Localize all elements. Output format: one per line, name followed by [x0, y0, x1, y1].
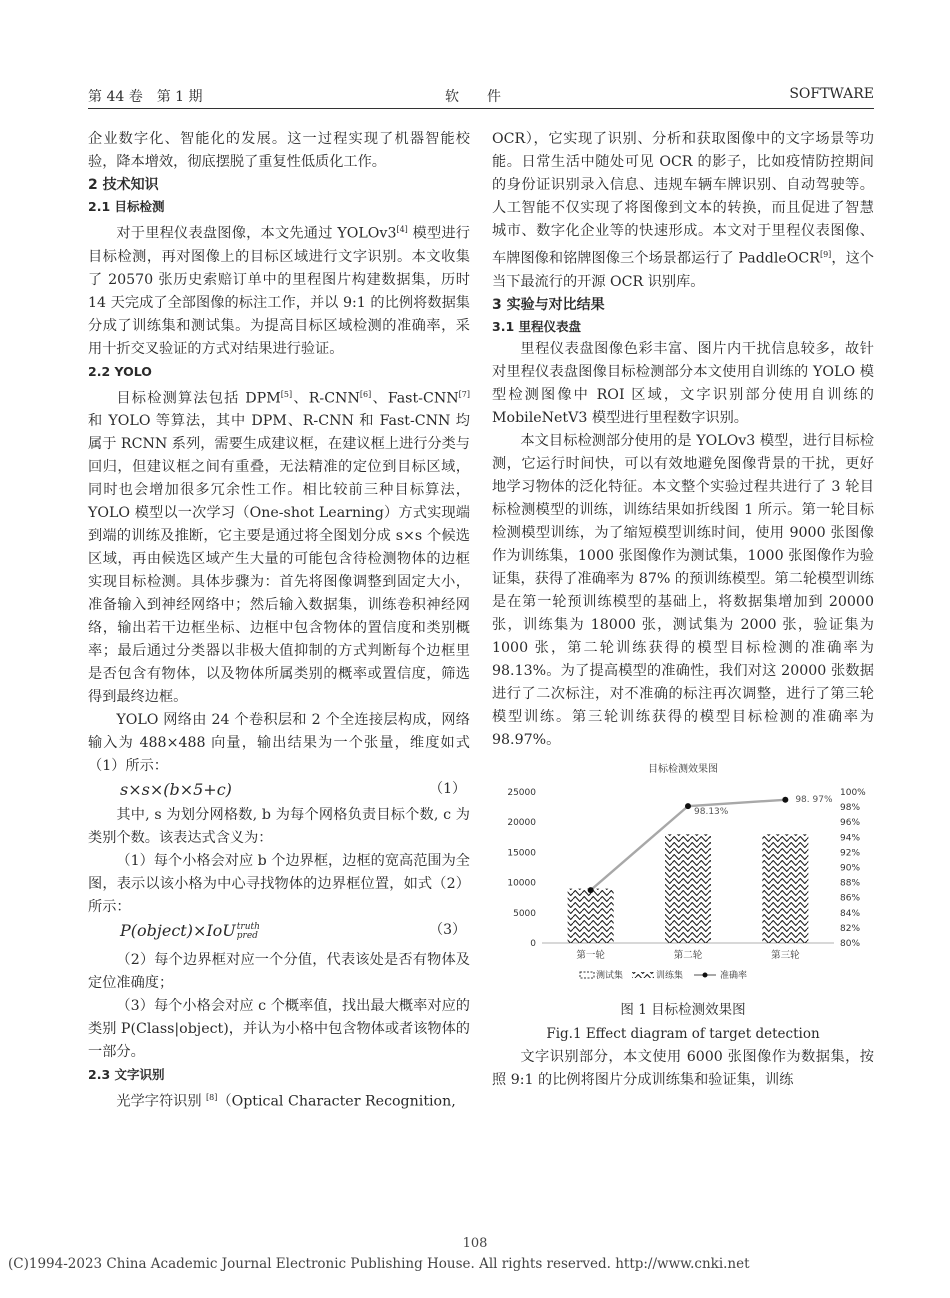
- paragraph: 光学字符识别 [8]（Optical Character Recognition,: [116, 1093, 456, 1111]
- y-tick-left: 10000: [507, 878, 536, 889]
- bar-train: [568, 888, 614, 942]
- figure-caption-cn: 图 1 目标检测效果图: [620, 1001, 746, 1018]
- right-column: [492, 128, 874, 1092]
- equation-number: （3）: [429, 922, 466, 939]
- y-tick-right: 88%: [840, 878, 861, 889]
- paragraph: YOLO 网络由 24 个卷积层和 2 个全连接层构成，网络输入为 488×488 向量，输出结果为一个张量，维度如式（1）所示：: [88, 712, 470, 775]
- citation[interactable]: [5]: [280, 389, 293, 399]
- header-rule: [88, 108, 874, 109]
- paragraph: 对于里程仪表盘图像，本文先通过 YOLOv3[4] 模型进行目标检测，再对图像上的目标区域进行文字识别。本文收集了 20570 张历史索赔订单中的里程图片构建数据集，历时 14 天完成了全部图像的标注工作，并以 9:1 的比例将数据集分成了训练集和测试集。为提高目标区域检测的准确率，采用十折交叉验证的方式对结果进行验证。: [88, 225, 470, 357]
- x-tick-label: 第三轮: [771, 949, 800, 961]
- subsection-heading: 2.1 目标检测: [88, 199, 165, 214]
- equation-1: [88, 778, 470, 804]
- y-tick-right: 92%: [840, 848, 861, 859]
- accuracy-point: [782, 797, 788, 803]
- equation-body: P(object)×IoU truth pred: [120, 921, 260, 941]
- bar-train: [665, 834, 711, 943]
- copyright-line: (C)1994-2023 China Academic Journal Electronic Publishing House. All rights reserved. http://www.cnki.net: [8, 1256, 750, 1272]
- subsection-heading: 2.3 文字识别: [88, 1067, 165, 1083]
- paragraph: 里程仪表盘图像色彩丰富、图片内干扰信息较多，故针对里程仪表盘图像目标检测部分本文使用自训练的 YOLO 模型检测图像中 ROI 区域，文字识别部分使用自训练的 MobileNetV3 模型进行里程数字识别。: [492, 340, 874, 426]
- legend-marker: [703, 972, 708, 977]
- paragraph: （2）每个边界框对应一个分值，代表该处是否有物体及定位准确度；: [88, 952, 470, 992]
- legend-label-test: 测试集: [596, 970, 624, 981]
- paragraph: 企业数字化、智能化的发展。这一过程实现了机器智能校验，降本增效，彻底摆脱了重复性低质化工作。: [88, 131, 470, 170]
- left-column: [88, 128, 470, 1114]
- y-tick-right: 96%: [840, 817, 861, 828]
- figure-caption-en: Fig.1 Effect diagram of target detection: [546, 1025, 820, 1042]
- legend-swatch-train: [632, 972, 654, 978]
- citation[interactable]: [9]: [819, 250, 832, 259]
- legend-label-train: 训练集: [656, 970, 684, 981]
- figure-1: [492, 758, 874, 1046]
- paragraph: 本文目标检测部分使用的是 YOLOv3 模型，进行目标检测，它运行时间快，可以有效地避免图像背景的干扰，更好地学习物体的泛化特征。本文整个实验过程共进行了 3 轮目标检测模型的训练，训练结果如折线图 1 所示。第一轮目标检测模型训练，为了缩短模型训练时间，使用 9000 张图像作为训练集，1000 张图像作为测试集，1000 张图像作为验证集，获得了准确率为 87% 的预训练模型。第二轮模型训练是在第一轮预训练模型的基础上，将数据集增加到 20000 张，训练集为 18000 张，测试集为 2000 张，验证集为 1000 张，第二轮训练获得的模型目标检测的准确率为 98.13%。为了提高模型的准确性，我们对这 20000 张数据进行了二次标注，对不准确的标注再次调整，进行了第三轮模型训练。第三轮训练获得的模型目标检测的准确率为 98.97%。: [492, 432, 874, 748]
- data-label: 98.13%: [694, 806, 729, 817]
- y-tick-right: 86%: [840, 893, 861, 904]
- header-issue: 第 44 卷 第 1 期: [88, 89, 203, 105]
- y-tick-left: 15000: [507, 848, 536, 859]
- section-heading: 3 实验与对比结果: [492, 296, 605, 313]
- citation[interactable]: [6]: [359, 389, 372, 399]
- y-tick-right: 82%: [840, 923, 861, 934]
- paragraph: （1）每个小格会对应 b 个边界框，边框的宽高范围为全图，表示以该小格为中心寻找物体的边界框位置，如式（2）所示：: [88, 853, 470, 916]
- y-tick-left: 5000: [513, 908, 536, 919]
- chart-title: 目标检测效果图: [648, 763, 718, 775]
- y-tick-right: 84%: [840, 908, 861, 919]
- y-tick-right: 98%: [840, 802, 861, 813]
- bar-train: [762, 834, 808, 943]
- x-tick-label: 第二轮: [673, 949, 703, 961]
- legend-swatch-test: [580, 972, 594, 978]
- y-tick-right: 94%: [840, 833, 861, 844]
- data-label: 98. 97%: [795, 794, 833, 805]
- y-tick-left: 20000: [507, 817, 536, 828]
- x-tick-label: 第一轮: [576, 949, 605, 961]
- citation[interactable]: [7]: [458, 389, 470, 399]
- accuracy-point: [588, 887, 594, 893]
- y-tick-right: 80%: [840, 938, 861, 949]
- accuracy-point: [685, 803, 691, 809]
- equation-3: [88, 919, 470, 949]
- y-tick-left: 0: [530, 938, 536, 949]
- equation-number: （1）: [429, 781, 466, 798]
- equation-body: s×s×(b×5+c): [120, 780, 232, 800]
- subsection-heading: 3.1 里程仪表盘: [492, 318, 581, 334]
- subsection-heading: 2.2 YOLO: [88, 363, 152, 379]
- y-tick-right: 90%: [840, 863, 861, 874]
- page-number: 108: [462, 1236, 488, 1251]
- section-heading: 2 技术知识: [88, 177, 159, 193]
- paragraph: 其中, s 为划分网格数, b 为每个网格负责目标个数, c 为类别个数。该表达式含义为：: [88, 807, 470, 847]
- citation[interactable]: [4]: [396, 225, 408, 234]
- chart-svg: [492, 758, 874, 998]
- y-tick-left: 25000: [507, 787, 536, 798]
- paragraph: OCR），它实现了识别、分析和获取图像中的文字场景等功能。日常生活中随处可见 OCR 的影子，比如疫情防控期间的身份证识别录入信息、违规车辆车牌识别、自动驾驶等。人工智能不仅实现了将图像到文本的转换，而且促进了智慧城市、数字化企业等的快速形成。本文对于里程仪表图像、车牌图像和铭牌图像三个场景都运行了 PaddleOCR[9]，这个当下最流行的开源 OCR 识别库。: [492, 131, 874, 290]
- citation[interactable]: [8]: [206, 1093, 218, 1103]
- y-tick-right: 100%: [840, 787, 866, 798]
- legend-label-accuracy: 准确率: [720, 970, 748, 981]
- header-journal: 软 件: [445, 89, 501, 105]
- header-journal-en: SOFTWARE: [789, 86, 874, 102]
- paragraph: 文字识别部分，本文使用 6000 张图像作为数据集，按照 9:1 的比例将图片分成训练集和验证集，训练: [492, 1048, 874, 1088]
- paragraph: （3）每个小格会对应 c 个概率值，找出最大概率对应的类别 P(Class|object)，并认为小格中包含物体或者该物体的一部分。: [88, 998, 470, 1061]
- paragraph: 目标检测算法包括 DPM[5]、R-CNN[6]、Fast-CNN[7] 和 YOLO 等算法，其中 DPM、R-CNN 和 Fast-CNN 均属于 RCNN 系列，需要生成建议框，在建议框上进行分类与回归，但建议框之间有重叠，无法精准的定位到目标区域，同时也会增加很多冗余性工作。相比较前三种目标算法，YOLO 模型以一次学习（One-shot Learning）方式实现端到端的训练及推断，它主要是通过将全图划分成 s×s 个候选区域，再由候选区域产生大量的可能包含待检测物体的边框实现目标检测。具体步骤为：首先将图像调整到固定大小，准备输入到神经网络中；然后输入数据集，训练卷积神经网络，输出若干边框坐标、边框中包含物体的置信度和类别概率；最后通过分类器以非极大值抑制的方式判断每个边框里是否包含有物体，以及物体所属类别的概率或置信度，筛选得到最终边框。: [88, 389, 470, 706]
